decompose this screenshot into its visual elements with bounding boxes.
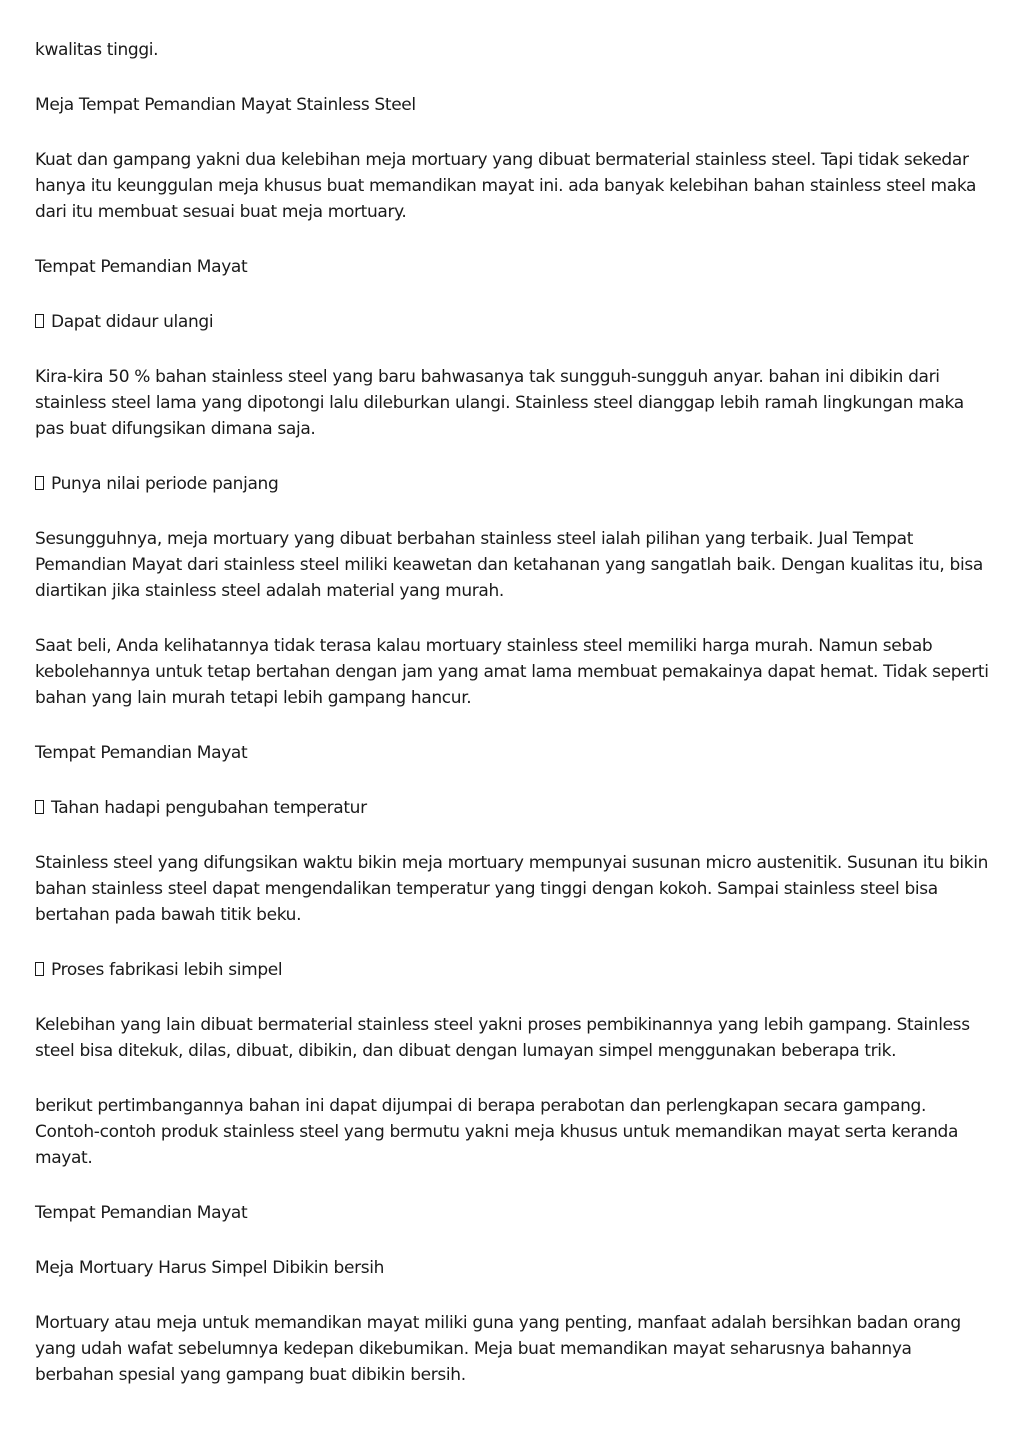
bullet-label: Dapat didaur ulangi bbox=[51, 312, 214, 332]
paragraph: berikut pertimbangannya bahan ini dapat dijumpai di berapa perabotan dan perlengkapan secara gampang. Contoh-contoh produk stainless steel yang bermutu yakni meja khusus untuk memandikan mayat serta keranda mayat. bbox=[35, 1096, 959, 1168]
bullet-item bbox=[35, 471, 995, 497]
section-heading: Meja Mortuary Harus Simpel Dibikin bersih bbox=[35, 1258, 385, 1278]
paragraph: kwalitas tinggi. bbox=[35, 40, 159, 60]
section-heading: Meja Tempat Pemandian Mayat Stainless Steel bbox=[35, 95, 416, 115]
section-heading: Tempat Pemandian Mayat bbox=[35, 1203, 248, 1223]
missing-glyph-box-icon bbox=[35, 962, 44, 976]
paragraph: Stainless steel yang difungsikan waktu bikin meja mortuary mempunyai susunan micro austenitik. Susunan itu bikin bahan stainless steel dapat mengendalikan temperatur yang tinggi dengan kokoh. Sampai stainless steel bisa bertahan pada bawah titik beku. bbox=[35, 853, 989, 925]
paragraph: Kira-kira 50 % bahan stainless steel yang baru bahwasanya tak sungguh-sungguh anyar. bahan ini dibikin dari stainless steel lama yang dipotongi lalu dileburkan ulangi. Stainless steel dianggap lebih ramah lingkungan maka pas buat difungsikan dimana saja. bbox=[35, 367, 964, 439]
bullet-item bbox=[35, 957, 995, 983]
paragraph: Saat beli, Anda kelihatannya tidak terasa kalau mortuary stainless steel memiliki harga murah. Namun sebab kebolehannya untuk tetap bertahan dengan jam yang amat lama membuat pemakainya dapat hemat. Tidak seperti bahan yang lain murah tetapi lebih gampang hancur. bbox=[35, 636, 989, 708]
bullet-item bbox=[35, 795, 995, 821]
section-heading: Tempat Pemandian Mayat bbox=[35, 743, 248, 763]
bullet-label: Tahan hadapi pengubahan temperatur bbox=[51, 798, 367, 818]
document-page bbox=[35, 37, 995, 1417]
missing-glyph-box-icon bbox=[35, 476, 44, 490]
paragraph: Sesungguhnya, meja mortuary yang dibuat berbahan stainless steel ialah pilihan yang terbaik. Jual Tempat Pemandian Mayat dari stainless steel miliki keawetan dan ketahanan yang sangatlah baik. Dengan kualitas itu, bisa diartikan jika stainless steel adalah material yang murah. bbox=[35, 529, 983, 601]
paragraph: Mortuary atau meja untuk memandikan mayat miliki guna yang penting, manfaat adalah bersihkan badan orang yang udah wafat sebelumnya kedepan dikebumikan. Meja buat memandikan mayat seharusnya bahannya berbahan spesial yang gampang buat dibikin bersih. bbox=[35, 1313, 961, 1385]
bullet-label: Proses fabrikasi lebih simpel bbox=[51, 960, 283, 980]
paragraph: Kelebihan yang lain dibuat bermaterial stainless steel yakni proses pembikinannya yang lebih gampang. Stainless steel bisa ditekuk, dilas, dibuat, dibikin, dan dibuat dengan lumayan simpel menggunakan beberapa trik. bbox=[35, 1015, 970, 1061]
bullet-item bbox=[35, 309, 995, 335]
paragraph: Kuat dan gampang yakni dua kelebihan meja mortuary yang dibuat bermaterial stainless steel. Tapi tidak sekedar hanya itu keunggulan meja khusus buat memandikan mayat ini. ada banyak kelebihan bahan stainless steel maka dari itu membuat sesuai buat meja mortuary. bbox=[35, 150, 977, 222]
section-heading: Tempat Pemandian Mayat bbox=[35, 257, 248, 277]
bullet-label: Punya nilai periode panjang bbox=[51, 474, 279, 494]
missing-glyph-box-icon bbox=[35, 800, 44, 814]
missing-glyph-box-icon bbox=[35, 314, 44, 328]
